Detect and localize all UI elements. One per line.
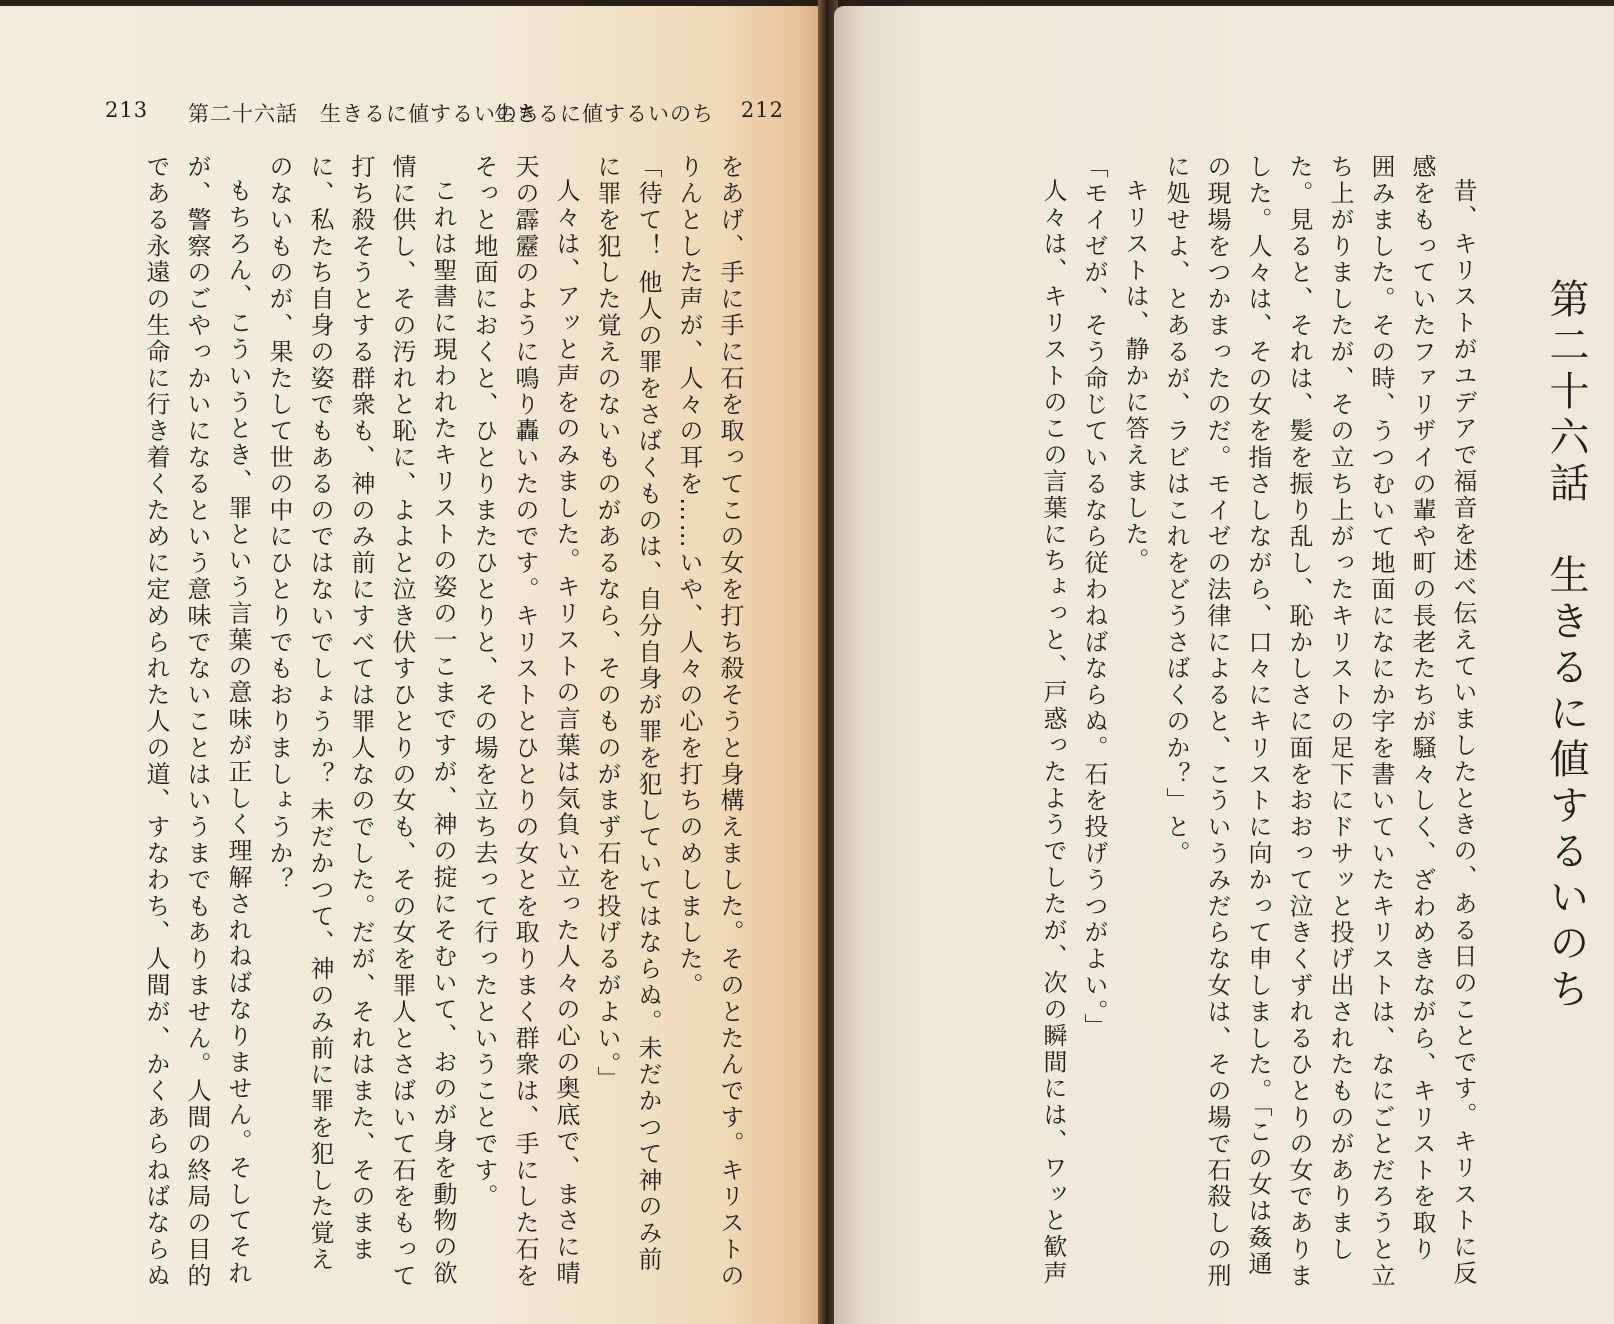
right-body-text	[1026, 154, 1589, 1290]
text-line: りんとした声が、人々の耳を……いや、人々の心を打ちのめしました。	[675, 154, 703, 999]
text-line: キリストは、静かに答えました。	[1121, 178, 1149, 574]
text-line: 打ち殺そうとする群衆も、神のみ前にすべては罪人なのでした。だが、それはまた、そのまま	[347, 154, 375, 1263]
text-line: もちろん、こういうとき、罪という言葉の意味が正しく理解されねばなりません。そしてそれ	[224, 178, 252, 1287]
text-line: が、警察のごやっかいになるという意味でないことはいうまでもありません。人間の終局の目的	[183, 154, 211, 1290]
text-line: これは聖書に現われたキリストの姿の一こまですが、神の掟にそむいて、おのが身を動物の欲	[429, 178, 457, 1287]
text-line: である永遠の生命に行き着くために定められた人の道、すなわち、人間が、かくあらねばならぬ	[142, 154, 170, 1290]
text-line: そっと地面におくと、ひとりまたひとりと、その場を立ち去って行ったということです。	[470, 154, 498, 1210]
text-line: 情に供し、その汚れと恥に、よよと泣き伏すひとりの女も、その女を罪人とさばいて石をもって	[388, 154, 416, 1290]
text-line: ち上がりましたが、その立ち上がったキリストの足下にドサッと投げ出されたものがありまし	[1326, 154, 1354, 1263]
running-head-title-left: 第二十六話 生きるに値するいのち	[188, 102, 540, 126]
text-line: 天の霹靂のように鳴り轟いたのです。キリストとひとりの女とを取りまく群衆は、手にした石を	[511, 154, 539, 1290]
text-line: た。見ると、それは、髪を振り乱し、恥かしさに面をおおって泣きくずれるひとりの女でありま	[1285, 154, 1313, 1290]
chapter-title: 第二十六話 生きるに値するいのち	[1543, 278, 1589, 1014]
text-line: に罪を犯した覚えのないものがあるなら、そのものがまず石を投げるがよい。」	[593, 154, 621, 1093]
text-line: の現場をつかまったのだ。モイゼの法律によると、こういうみだらな女は、その場で石殺しの刑	[1203, 154, 1231, 1290]
left-body-text	[70, 154, 750, 1290]
text-line: 人々は、アッと声をのみました。キリストの言葉は気負い立った人々の心の奥底で、まさに晴	[552, 178, 580, 1287]
page-number-left: 213	[105, 98, 149, 122]
text-line: 人々は、キリストのこの言葉にちょっと、戸惑ったようでしたが、次の瞬間には、ワッと歓声	[1039, 178, 1067, 1287]
text-line: 昔、キリストがユデアで福音を述べ伝えていましたときの、ある日のことです。キリストに反	[1449, 178, 1477, 1287]
text-line: をあげ、手に手に石を取ってこの女を打ち殺そうと身構えました。そのとたんです。キリストの	[716, 154, 744, 1290]
text-line: に、私たち自身の姿でもあるのではないでしょうか？ 未だかつて、神のみ前に罪を犯した覚え	[306, 154, 334, 1273]
text-line: 「待て！ 他人の罪をさばくものは、自分自身が罪を犯していてはならぬ。未だかつて神のみ前	[634, 154, 662, 1273]
text-line: 囲みました。その時、うつむいて地面になにか字を書いていたキリストは、なにごとだろうと立	[1367, 154, 1395, 1290]
running-head-title-right: 生きるに値するいのち	[494, 102, 714, 126]
text-line: に処せよ、とあるが、ラビはこれをどうさばくのか？」と。	[1162, 154, 1190, 867]
text-line: のないものが、果たして世の中にひとりでもおりましょうか？	[265, 154, 293, 894]
left-page	[0, 6, 822, 1324]
page-number-right: 212	[740, 98, 784, 122]
text-line: 「モイゼが、そう命じているなら従わねばならぬ。石を投げうつがよい。」	[1080, 154, 1108, 1040]
text-line: した。人々は、その女を指さしながら、口々にキリストに向かって申しました。「この女は姦通	[1244, 154, 1272, 1278]
text-line: 感をもっていたファリザイの輩や町の長老たちが騒々しく、ざわめきながら、キリストを取り	[1408, 154, 1436, 1263]
